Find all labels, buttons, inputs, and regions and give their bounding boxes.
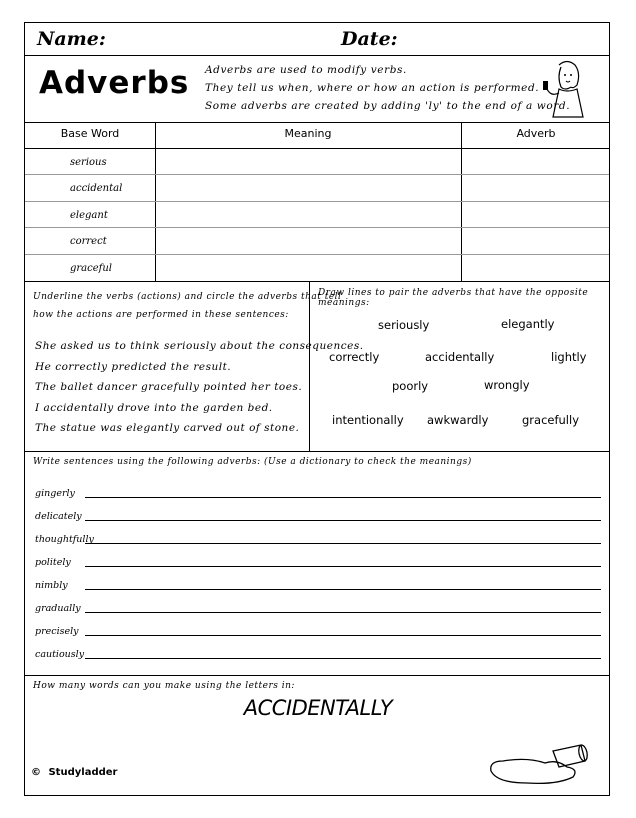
adverb-prompt: delicately: [35, 511, 82, 522]
intro-text: [205, 61, 570, 115]
pair-word: wrongly: [484, 378, 530, 392]
sentence: The ballet dancer gracefully pointed her toes.: [35, 381, 303, 393]
page-title: Adverbs: [39, 65, 190, 101]
pair-word: gracefully: [522, 413, 580, 427]
write-instruction: Write sentences using the following adverbs: (Use a dictionary to check the meanings): [33, 457, 472, 467]
spilled-cup-illustration: [487, 741, 599, 787]
pair-word: correctly: [329, 350, 380, 364]
answer-line[interactable]: [85, 566, 601, 567]
adverb-prompt: gradually: [35, 603, 81, 614]
table-header-adverb: Adverb: [516, 127, 556, 140]
table-header-meaning: Meaning: [284, 127, 332, 140]
sentence: I accidentally drove into the garden bed.: [35, 401, 273, 414]
table-row-base-word: graceful: [70, 263, 113, 274]
adverb-prompt: politely: [35, 557, 71, 568]
pair-word: seriously: [378, 318, 430, 332]
pair-instruction: Draw lines to pair the adverbs that have the opposite meanings:: [318, 288, 589, 308]
answer-line[interactable]: [85, 543, 601, 544]
intro-line: Some adverbs are created by adding 'ly' to the end of a word.: [205, 100, 571, 112]
answer-line[interactable]: [85, 589, 601, 590]
pair-word: awkwardly: [427, 413, 489, 427]
adverb-prompt: cautiously: [35, 649, 85, 660]
answer-line[interactable]: [85, 658, 601, 659]
table-row-base-word: serious: [70, 157, 107, 168]
table-header-base-word: Base Word: [60, 127, 120, 140]
copyright-symbol: ©: [31, 767, 41, 778]
teacher-illustration: [537, 59, 593, 119]
date-label: Date:: [341, 28, 398, 50]
table-row-base-word: elegant: [70, 210, 108, 221]
answer-line[interactable]: [85, 520, 601, 521]
pair-word: lightly: [551, 350, 587, 364]
adverb-prompt: precisely: [35, 626, 79, 637]
sentence-list: [35, 336, 364, 439]
pair-word: intentionally: [332, 413, 404, 427]
pair-word: elegantly: [501, 317, 555, 331]
answer-line[interactable]: [85, 612, 601, 613]
adverb-prompt: nimbly: [35, 580, 68, 591]
table-row-base-word: accidental: [70, 183, 123, 194]
adverb-prompt: thoughtfully: [35, 534, 94, 545]
table-row-base-word: correct: [70, 236, 107, 247]
sentence: The statue was elegantly carved out of stone.: [35, 422, 300, 434]
intro-line: They tell us when, where or how an action is performed.: [205, 82, 540, 94]
instruction-line: how the actions are performed in these sentences:: [33, 310, 289, 320]
footer-brand: [31, 767, 117, 778]
answer-line[interactable]: [85, 635, 601, 636]
sentence: He correctly predicted the result.: [35, 360, 232, 373]
name-label: Name:: [37, 28, 106, 50]
pair-word: poorly: [392, 379, 429, 393]
letters-instruction: How many words can you make using the letters in:: [33, 681, 295, 691]
intro-line: Adverbs are used to modify verbs.: [205, 64, 407, 76]
brand-name: Studyladder: [48, 767, 118, 778]
instruction-line: Underline the verbs (actions) and circle the adverbs that tell: [33, 292, 342, 302]
letters-word: ACCIDENTALLY: [243, 696, 393, 720]
pair-word: accidentally: [425, 350, 495, 364]
worksheet: [24, 22, 610, 796]
adverb-prompt: gingerly: [35, 488, 75, 499]
underline-instruction: [33, 288, 341, 324]
sentence: She asked us to think seriously about the consequences.: [35, 340, 364, 352]
answer-line[interactable]: [85, 497, 601, 498]
